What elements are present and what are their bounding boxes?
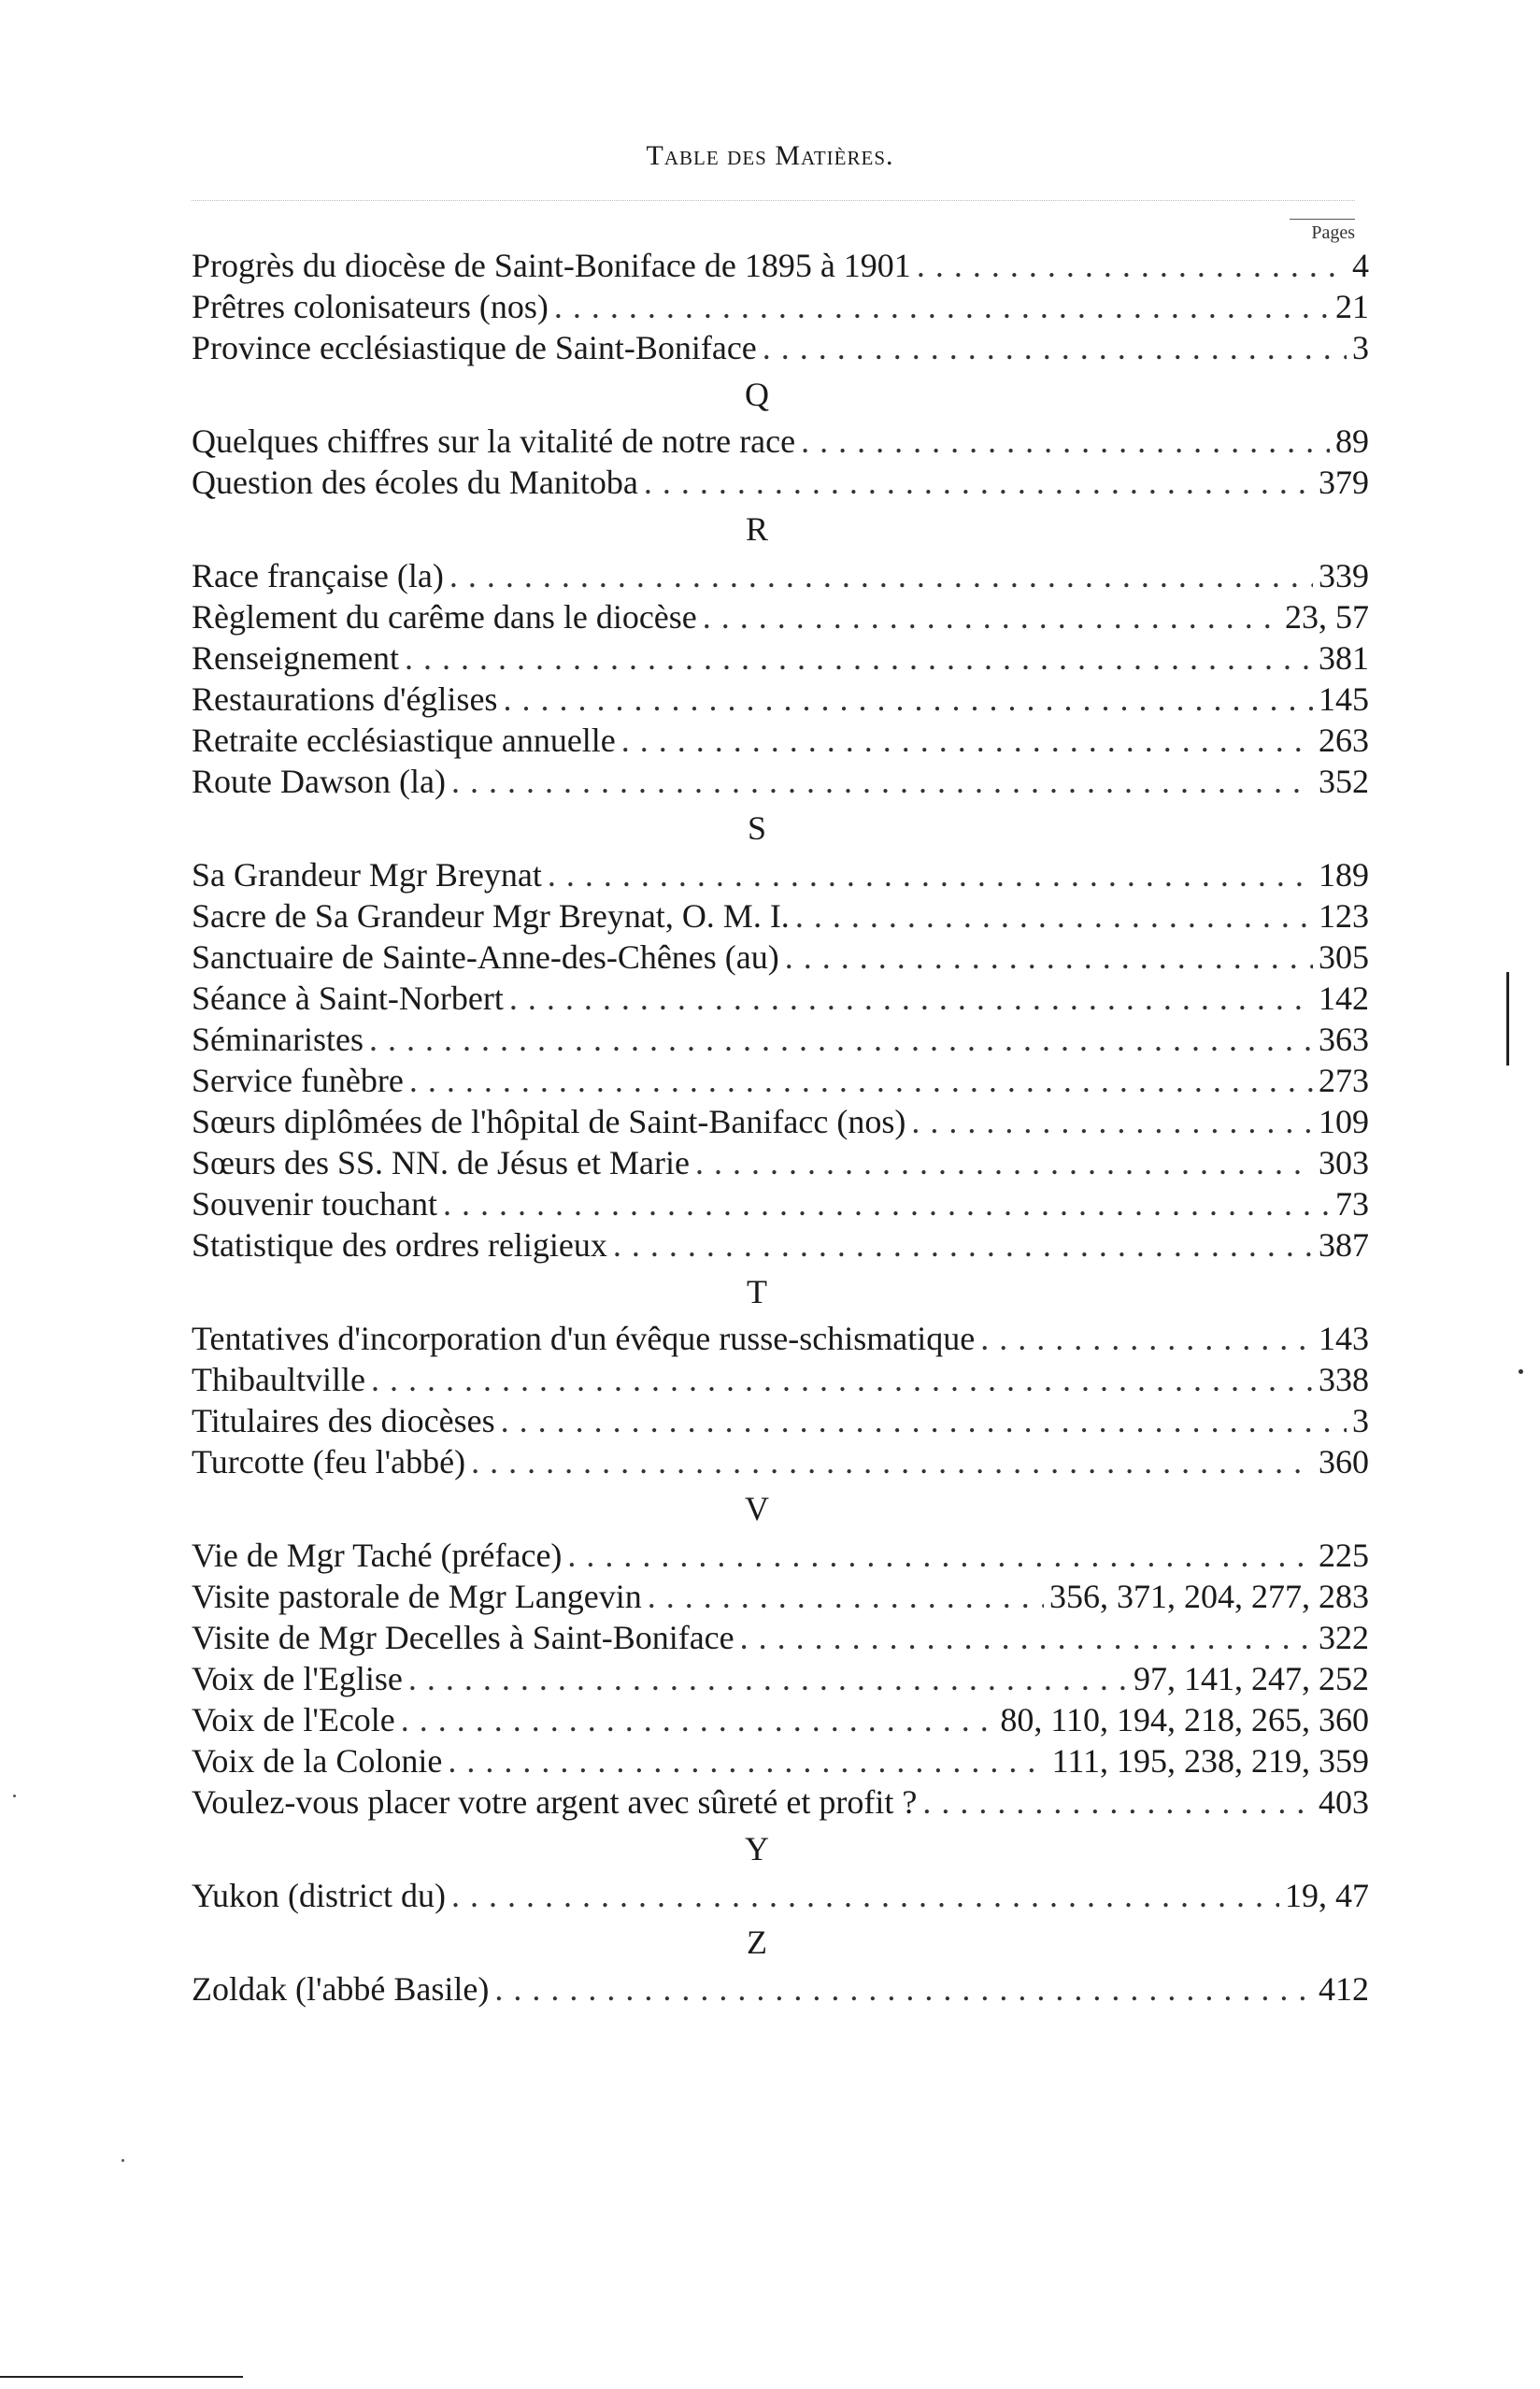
toc-entry [192, 1781, 1369, 1823]
entry-title: Tentatives d'incorporation d'un évêque russe-schismatique [192, 1320, 976, 1357]
dot-leader [509, 978, 1313, 1019]
entry-title: Service funèbre [192, 1062, 404, 1099]
entry-title: Séance à Saint-Norbert [192, 980, 504, 1017]
pages-column-label: Pages [1311, 222, 1355, 243]
entry-pages: 111, 195, 238, 219, 359 [1051, 1742, 1369, 1780]
entry-pages: 412 [1319, 1970, 1369, 2008]
section-letter: S [747, 809, 767, 847]
dot-leader [613, 1224, 1313, 1266]
entry-pages: 3 [1352, 1402, 1369, 1439]
entry-pages: 403 [1319, 1783, 1369, 1821]
section-letter: Q [745, 376, 769, 413]
entry-pages: 109 [1319, 1103, 1369, 1140]
toc-entry [192, 1576, 1369, 1617]
toc-entry [192, 1535, 1369, 1576]
entry-pages: 4 [1352, 247, 1369, 284]
dot-leader [451, 761, 1313, 802]
entry-title: Sa Grandeur Mgr Breynat [192, 856, 542, 894]
section-letter: R [745, 510, 768, 548]
toc-entry [192, 895, 1369, 937]
toc-entry [192, 679, 1369, 720]
dot-leader [501, 1400, 1347, 1441]
dot-leader [401, 1699, 995, 1740]
dot-leader [503, 679, 1313, 720]
entry-title: Thibaultville [192, 1361, 365, 1398]
entry-pages: 360 [1319, 1443, 1369, 1481]
toc-entry [192, 421, 1369, 462]
toc-entry [192, 596, 1369, 637]
entry-pages: 3 [1352, 329, 1369, 366]
dot-leader [917, 245, 1347, 286]
dot-leader [695, 1142, 1313, 1183]
entry-title: Voulez-vous placer votre argent avec sûreté et profit ? [192, 1783, 918, 1821]
entry-title: Voix de l'Eglise [192, 1660, 403, 1697]
dot-leader [980, 1318, 1313, 1359]
entry-title: Visite pastorale de Mgr Langevin [192, 1578, 642, 1615]
entry-pages: 356, 371, 204, 277, 283 [1049, 1578, 1369, 1615]
dot-leader [648, 1576, 1044, 1617]
entry-title: Province ecclésiastique de Saint-Boniface [192, 329, 757, 366]
entry-pages: 381 [1319, 639, 1369, 677]
toc-entry [192, 1183, 1369, 1224]
toc-entry [192, 286, 1369, 327]
entry-pages: 273 [1319, 1062, 1369, 1099]
dot-leader [449, 555, 1313, 596]
entry-pages: 379 [1319, 464, 1369, 501]
entry-title: Quelques chiffres sur la vitalité de notre race [192, 422, 796, 460]
dot-leader [408, 1658, 1128, 1699]
speck [13, 1795, 16, 1797]
toc-entry [192, 1400, 1369, 1441]
section-letter: Y [745, 1830, 769, 1867]
entry-pages: 21 [1335, 288, 1369, 325]
toc-entry [192, 854, 1369, 895]
toc-entry [192, 1101, 1369, 1142]
dot-leader [405, 637, 1313, 679]
entry-title: Souvenir touchant [192, 1185, 437, 1223]
entry-title: Prêtres colonisateurs (nos) [192, 288, 549, 325]
dot-leader [567, 1535, 1313, 1576]
entry-pages: 363 [1319, 1021, 1369, 1058]
dot-leader [451, 1875, 1279, 1916]
toc-entry [192, 720, 1369, 761]
entry-title: Question des écoles du Manitoba [192, 464, 638, 501]
dot-leader [785, 937, 1313, 978]
toc-entry [192, 1441, 1369, 1482]
toc-entry [192, 245, 1369, 286]
entry-title: Retraite ecclésiastique annuelle [192, 722, 616, 759]
entry-title: Renseignement [192, 639, 399, 677]
dot-leader [494, 1968, 1313, 2010]
entry-pages: 145 [1319, 680, 1369, 718]
margin-mark [1506, 972, 1509, 1066]
entry-pages: 322 [1319, 1619, 1369, 1656]
entry-title: Titulaires des diocèses [192, 1402, 495, 1439]
bottom-stroke [0, 2376, 243, 2378]
entry-pages: 80, 110, 194, 218, 265, 360 [1000, 1701, 1369, 1738]
entry-pages: 123 [1319, 897, 1369, 935]
toc-entry [192, 1060, 1369, 1101]
entry-pages: 73 [1335, 1185, 1369, 1223]
toc-entry [192, 1617, 1369, 1658]
entry-title: Voix de l'Ecole [192, 1701, 395, 1738]
entry-title: Sanctuaire de Sainte-Anne-des-Chênes (au) [192, 938, 779, 976]
dot-leader [443, 1183, 1330, 1224]
entry-pages: 387 [1319, 1226, 1369, 1264]
entry-title: Zoldak (l'abbé Basile) [192, 1970, 490, 2008]
entry-pages: 143 [1319, 1320, 1369, 1357]
speck [1519, 1369, 1523, 1374]
entry-title: Sœurs des SS. NN. de Jésus et Marie [192, 1144, 690, 1181]
dot-leader [369, 1019, 1313, 1060]
dot-leader [548, 854, 1313, 895]
entry-title: Vie de Mgr Taché (préface) [192, 1537, 563, 1574]
dot-leader [763, 327, 1347, 368]
section-letter: T [747, 1273, 767, 1310]
entry-title: Race française (la) [192, 557, 444, 594]
entry-pages: 339 [1319, 557, 1369, 594]
entry-title: Progrès du diocèse de Saint-Boniface de 1895 à 1901 [192, 247, 911, 284]
entry-title: Route Dawson (la) [192, 763, 446, 800]
dot-leader [409, 1060, 1313, 1101]
dot-leader [644, 462, 1313, 503]
toc-entry [192, 1019, 1369, 1060]
entry-title: Séminaristes [192, 1021, 364, 1058]
dot-leader [703, 596, 1279, 637]
page-title: Table des Matières. [646, 140, 894, 171]
entry-pages: 303 [1319, 1144, 1369, 1181]
toc-entry [192, 1875, 1369, 1916]
entry-title: Restaurations d'églises [192, 680, 498, 718]
entry-title: Statistique des ordres religieux [192, 1226, 607, 1264]
toc-entry [192, 978, 1369, 1019]
entry-pages: 89 [1335, 422, 1369, 460]
speck [121, 2159, 124, 2162]
dot-leader [554, 286, 1330, 327]
dot-leader [922, 1781, 1313, 1823]
toc-entry [192, 1968, 1369, 2010]
toc-entry [192, 555, 1369, 596]
entry-title: Sacre de Sa Grandeur Mgr Breynat, O. M. I. [192, 897, 790, 935]
toc-entry [192, 761, 1369, 802]
entry-title: Turcotte (feu l'abbé) [192, 1443, 466, 1481]
dot-leader [911, 1101, 1313, 1142]
toc-entry [192, 1318, 1369, 1359]
pages-rule [1290, 219, 1355, 220]
entry-pages: 352 [1319, 763, 1369, 800]
section-letter: V [745, 1490, 769, 1527]
dot-leader [621, 720, 1313, 761]
entry-title: Visite de Mgr Decelles à Saint-Boniface [192, 1619, 734, 1656]
toc-entry [192, 1658, 1369, 1699]
entry-pages: 338 [1319, 1361, 1369, 1398]
toc-entry [192, 462, 1369, 503]
toc-entry [192, 1359, 1369, 1400]
entry-pages: 19, 47 [1285, 1877, 1369, 1914]
entry-pages: 23, 57 [1285, 598, 1369, 636]
entry-pages: 189 [1319, 856, 1369, 894]
header-divider [192, 200, 1355, 201]
toc-entry [192, 1142, 1369, 1183]
dot-leader [795, 895, 1313, 937]
toc-entry [192, 1740, 1369, 1781]
entry-title: Voix de la Colonie [192, 1742, 443, 1780]
dot-leader [371, 1359, 1313, 1400]
dot-leader [801, 421, 1330, 462]
entry-pages: 305 [1319, 938, 1369, 976]
entry-title: Sœurs diplômées de l'hôpital de Saint-Banifacc (nos) [192, 1103, 906, 1140]
toc-entry [192, 1224, 1369, 1266]
dot-leader [448, 1740, 1046, 1781]
toc-entry [192, 327, 1369, 368]
entry-pages: 142 [1319, 980, 1369, 1017]
dot-leader [740, 1617, 1313, 1658]
toc-entry [192, 637, 1369, 679]
entry-pages: 225 [1319, 1537, 1369, 1574]
dot-leader [471, 1441, 1313, 1482]
toc-entry [192, 1699, 1369, 1740]
toc-entry [192, 937, 1369, 978]
entry-title: Règlement du carême dans le diocèse [192, 598, 697, 636]
section-letter: Z [747, 1924, 767, 1961]
entry-pages: 97, 141, 247, 252 [1134, 1660, 1369, 1697]
entry-title: Yukon (district du) [192, 1877, 446, 1914]
entry-pages: 263 [1319, 722, 1369, 759]
table-of-contents [192, 245, 1369, 2010]
